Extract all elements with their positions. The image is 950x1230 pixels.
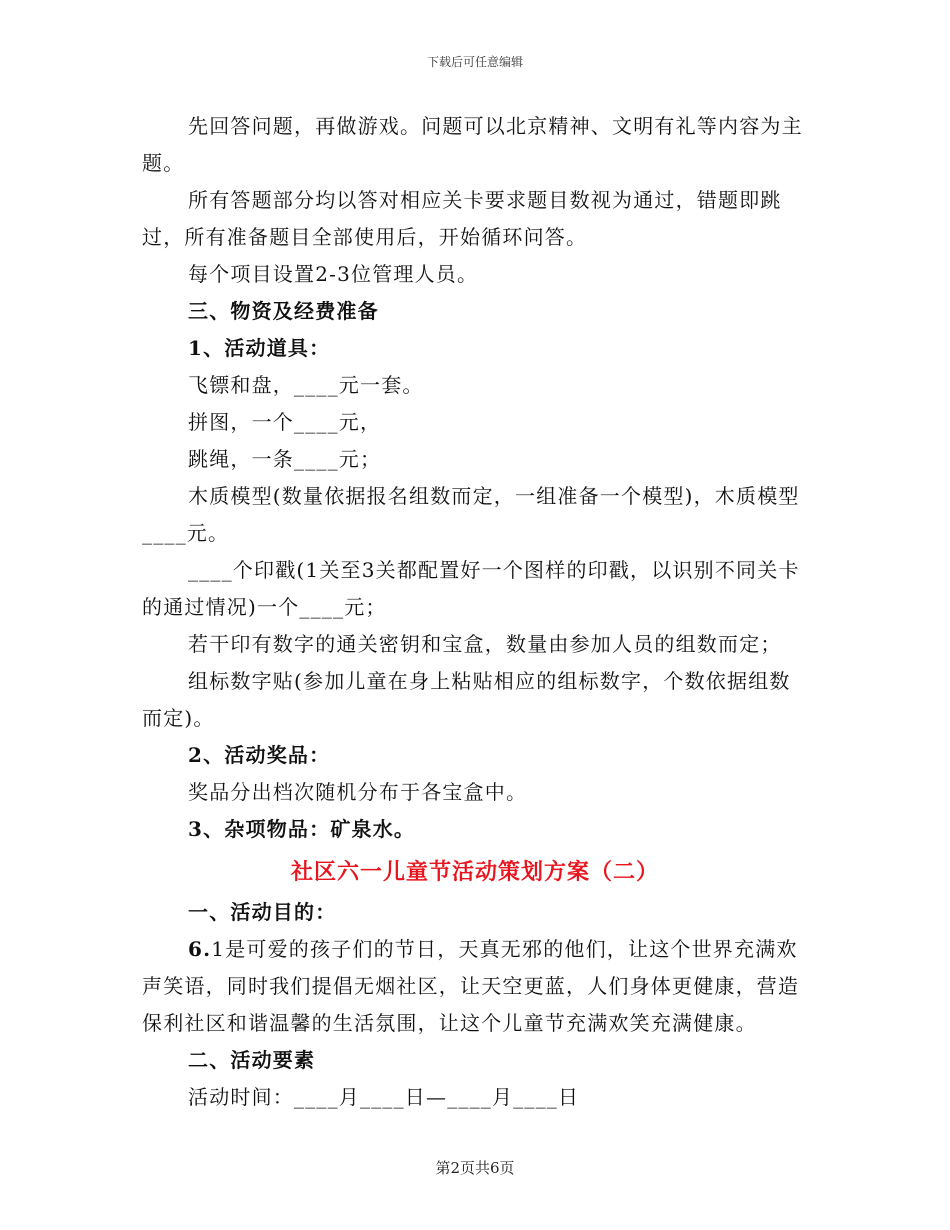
paragraph: 飞镖和盘，____元一套。 bbox=[188, 373, 424, 397]
paragraph: 活动时间：____月____日—____月____日 bbox=[188, 1085, 580, 1109]
page-footer: 第2页共6页 bbox=[435, 1159, 515, 1177]
paragraph bbox=[142, 931, 808, 1042]
section-heading: 二、活动要素 bbox=[188, 1048, 316, 1072]
page-header: 下载后可任意编辑 bbox=[426, 55, 523, 69]
paragraph: 奖品分出档次随机分布于各宝盒中。 bbox=[188, 780, 528, 804]
section-heading: 一、活动目的： bbox=[188, 900, 337, 924]
paragraph-text: 1是可爱的孩子们的节日，天真无邪的他们，让这个世界充满欢声笑语，同时我们提倡无烟社区，让天空更蓝，人们身体更健康，营造保利社区和谐温馨的生活氛围，让这个儿童节充满欢笑充满健康。 bbox=[142, 937, 800, 1035]
paragraph: 跳绳，一条____元； bbox=[188, 447, 382, 471]
document-body bbox=[142, 108, 808, 1116]
paragraph: 所有答题部分均以答对相应关卡要求题目数视为通过，错题即跳过，所有准备题目全部使用后，开始循环问答。 bbox=[142, 188, 782, 249]
paragraph: 先回答问题，再做游戏。问题可以北京精神、文明有礼等内容为主题。 bbox=[142, 114, 803, 175]
section-heading: 三、物资及经费准备 bbox=[188, 299, 379, 323]
document-title: 社区六一儿童节活动策划方案（二） bbox=[290, 859, 659, 885]
paragraph: 若干印有数字的通关密钥和宝盒，数量由参加人员的组数而定； bbox=[188, 632, 782, 656]
subsection-heading: 1、活动道具： bbox=[188, 336, 331, 360]
paragraph: 木质模型(数量依据报名组数而定，一组准备一个模型)，木质模型____元。 bbox=[142, 484, 800, 545]
subsection-heading: 2、活动奖品： bbox=[188, 743, 331, 767]
paragraph: 组标数字贴(参加儿童在身上粘贴相应的组标数字，个数依据组数而定)。 bbox=[142, 669, 791, 730]
paragraph-number: 6. bbox=[188, 937, 212, 961]
paragraph: 拼图，一个____元， bbox=[188, 410, 382, 434]
subsection-heading: 3、杂项物品：矿泉水。 bbox=[188, 817, 416, 841]
paragraph: 每个项目设置2-3位管理人员。 bbox=[188, 262, 479, 286]
paragraph: ____个印戳(1关至3关都配置好一个图样的印戳，以识别不同关卡的通过情况)一个____元； bbox=[142, 558, 800, 619]
